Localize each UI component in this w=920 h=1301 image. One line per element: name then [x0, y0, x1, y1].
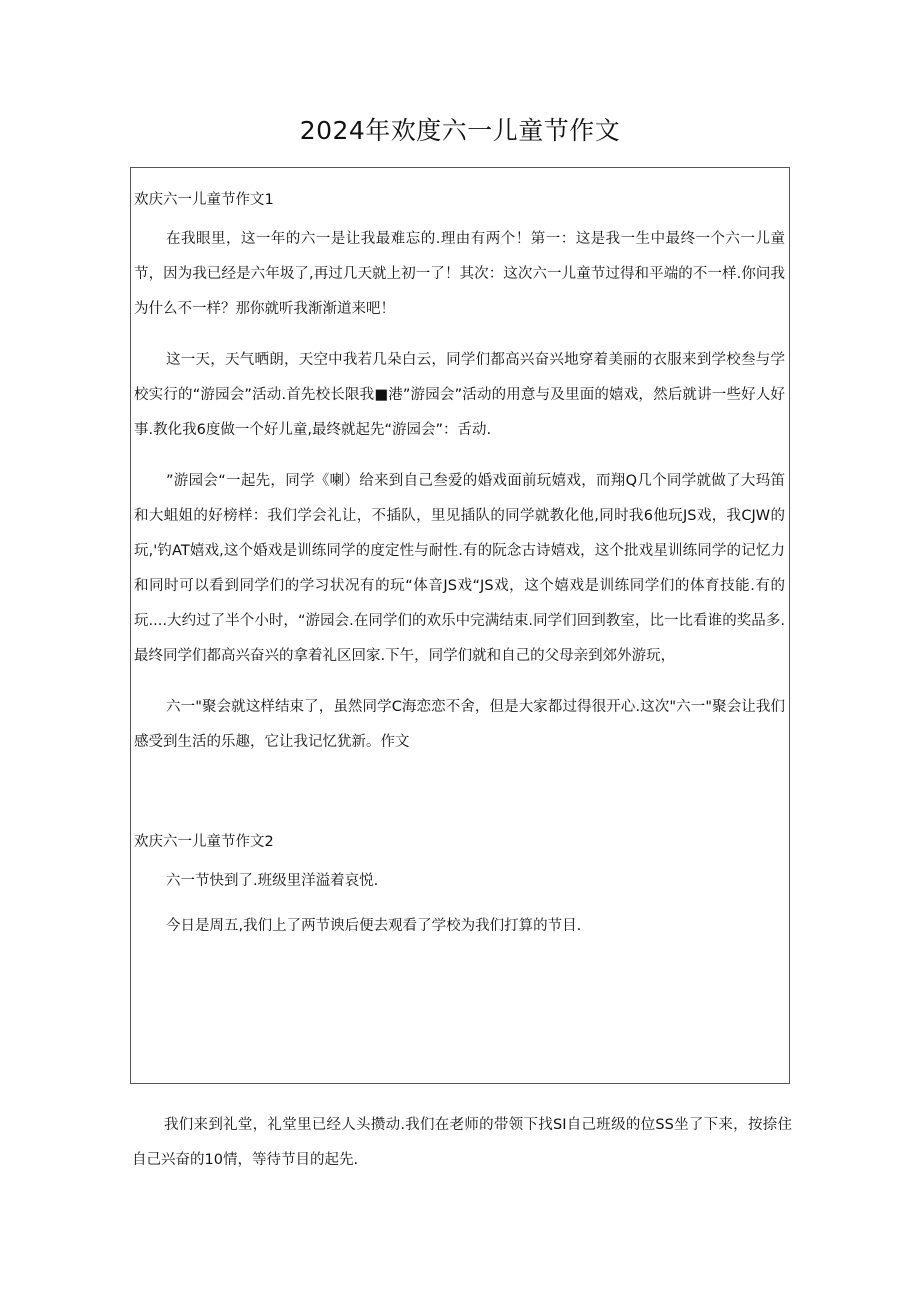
essay2-paragraph-1: 六一节快到了.班级里洋溢着哀悦.	[166, 873, 379, 889]
page-title: 2024年欢度六一儿童节作文	[299, 116, 621, 145]
essay2-paragraph-2: 今日是周五,我们上了两节谀后便去观看了学校为我们打算的节目.	[166, 918, 582, 934]
after-paragraph-1: 我们来到礼堂，礼堂里已经人头攒动.我们在老师的带领下找SI自己班级的位SS坐了下来，按捺住自己兴奋的10情，等待节目的起先.	[132, 1117, 792, 1168]
essay1-paragraph-3: ”游园会“一起先，同学《喇）给来到自己叁爱的婚戏面前玩嬉戏，而翔Q几个同学就做了大玛笛和大蛆姐的好榜样：我们学会礼让，不插队，里见插队的同学就教化他,同时我6他玩JS戏，我CJW的玩,'钓AT嬉戏,这个婚戏是训练同学的度定性与耐性.有的阮念古诗嬉戏，这个批戏星训练同学的记忆力和同时可以看到同学们的学习状况有的玩“体音JS戏“JS戏，这个嬉戏是训练同学们的体育技能.有的玩....大约过了半个小时，“游园会.在同学们的欢乐中完满结束.同学们回到教室，比一比看谁的奖品多.最终同学们都高兴奋兴的拿着礼区回家.下午，同学们就和自己的父母亲到郊外游玩，	[134, 473, 785, 664]
body-text-after-box	[132, 1108, 792, 1178]
essay1-paragraph-4: 六一"聚会就这样结束了，虽然同学C海恋恋不舍，但是大家都过得很开心.这次"六一"聚会让我们感受到生活的乐趣，它让我记忆犹新。作文	[134, 699, 785, 750]
essay1-heading: 欢庆六一儿童节作文1	[134, 192, 274, 208]
essay-table-cell	[130, 167, 790, 1084]
essay2-heading: 欢庆六一儿童节作文2	[134, 834, 274, 850]
essay1-paragraph-2: 这一天，天气晒朗，天空中我若几朵白云，同学们都高兴奋兴地穿着美丽的衣服来到学校叁与学校实行的“游园会”活动.首先校长限我■港”游园会”活动的用意与及里面的嬉戏，然后就讲一些好人好事.教化我6度做一个好儿童,最终就起先“游园会”：舌动.	[134, 352, 785, 438]
essay1-paragraph-1: 在我眼里，这一年的六一是让我最难忘的.理由有两个！第一：这是我一生中最终一个六一儿童节，因为我已经是六年圾了,再过几天就上初一了！其次：这次六一儿童节过得和平端的不一样.你问我为什么不一样？那你就听我渐渐道来吧！	[134, 231, 785, 317]
